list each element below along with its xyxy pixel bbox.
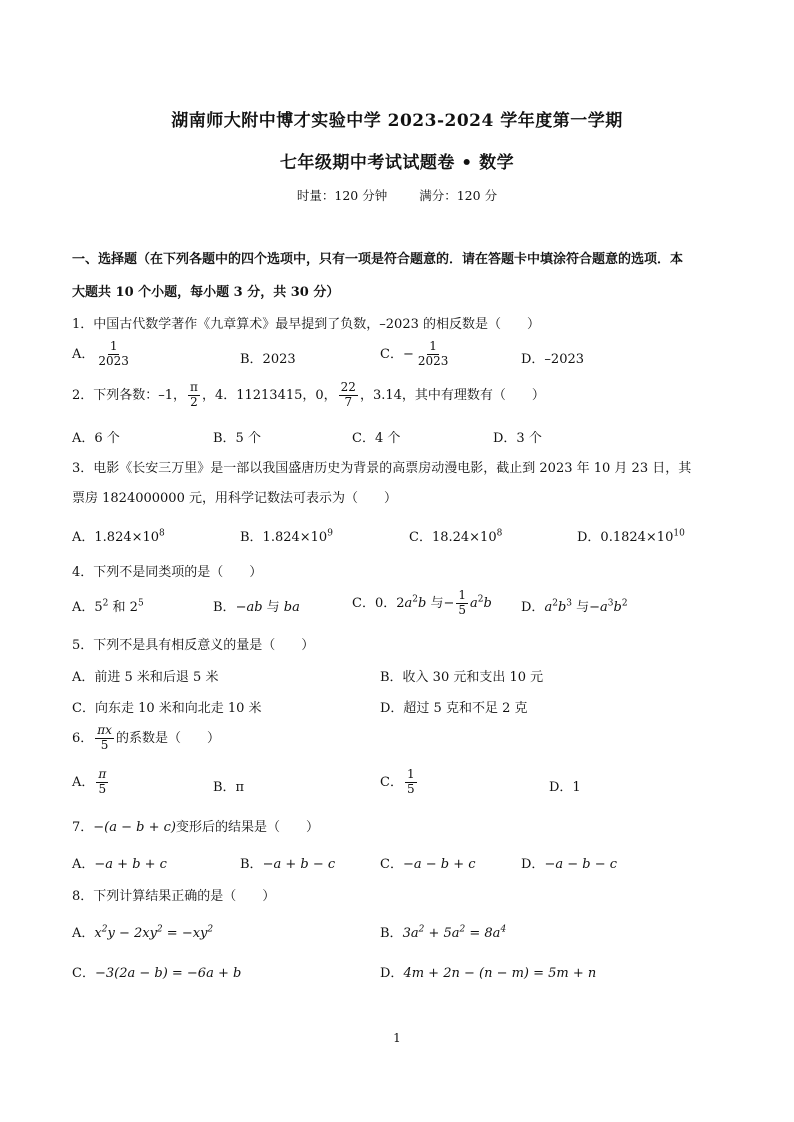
exam-title: 湖南师大附中博才实验中学 2023-2024 学年度第一学期 bbox=[171, 111, 623, 131]
q3-option-b bbox=[240, 526, 333, 545]
q1-c-num: 1 bbox=[429, 339, 437, 353]
q4-b-m1: −ab bbox=[235, 600, 263, 615]
q3-c-base: C．18.24×10 bbox=[409, 530, 497, 545]
q4-b-t1: B． bbox=[213, 600, 236, 615]
q4-c-m3: a bbox=[470, 595, 478, 611]
q3-a-base: A．1.824×10 bbox=[72, 530, 160, 545]
q3-d-base: D．0.1824×10 bbox=[577, 530, 674, 545]
q8-b-expr: $3a^2 + 5a^2 = 8a^4$ bbox=[402, 924, 507, 941]
q1-option-c bbox=[380, 340, 452, 369]
section-heading-line1: 一、选择题（在下列各题中的四个选项中，只有一项是符合题意的．请在答题卡中填涂符合题意的选项．本 bbox=[72, 252, 684, 267]
q6-a-den: 5 bbox=[98, 781, 107, 796]
q2-pi-fraction bbox=[188, 381, 200, 410]
q8-d-label: D． bbox=[380, 966, 404, 981]
q6-c-label: C． bbox=[380, 774, 403, 790]
q7-a-label: A． bbox=[72, 857, 95, 872]
q4-c-m2: b bbox=[418, 595, 427, 611]
q7-c-label: C． bbox=[380, 857, 403, 872]
q7-d-expr: −a − b − c bbox=[544, 857, 617, 872]
q4-d-m4: b bbox=[613, 600, 622, 615]
q7-option-c bbox=[380, 853, 476, 872]
q4-c-t2: 与− bbox=[426, 595, 455, 611]
q4-b-t2: 与 bbox=[262, 600, 284, 615]
q4-d-m3: a bbox=[600, 600, 608, 615]
q7-option-a bbox=[72, 853, 167, 872]
q4-d-t1: D． bbox=[521, 600, 545, 615]
q3-option-c bbox=[409, 526, 502, 545]
q2-22-7-fraction bbox=[339, 381, 358, 410]
q3-d-exp: 10 bbox=[673, 528, 685, 539]
q6-f-den: 5 bbox=[100, 737, 109, 752]
q4-option-a bbox=[72, 596, 144, 615]
q6-c-den: 5 bbox=[406, 781, 415, 796]
q7-b-expr: −a + b − c bbox=[262, 857, 336, 872]
q8-a-expr: $x^2y - 2xy^2 = -xy^2$ bbox=[94, 924, 214, 941]
q8-a-label: A． bbox=[72, 926, 95, 941]
q7-b-label: B． bbox=[240, 857, 263, 872]
q3-option-d bbox=[577, 526, 685, 545]
q8-c-label: C． bbox=[72, 966, 95, 981]
q4-d-m2: b bbox=[557, 600, 567, 615]
q7-d-label: D． bbox=[521, 857, 545, 872]
q6-a-fraction bbox=[96, 768, 108, 797]
exam-time: 时量：120 分钟 bbox=[296, 188, 388, 203]
q6-a-label: A． bbox=[72, 774, 95, 790]
q6-option-a bbox=[72, 768, 110, 797]
q2-option-b: B．5 个 bbox=[213, 431, 261, 446]
q2-option-c: C．4 个 bbox=[352, 431, 401, 446]
q3-a-exp: 8 bbox=[159, 528, 165, 539]
q6-option-d: D．1 bbox=[549, 780, 581, 795]
q4-d-m1: a bbox=[544, 600, 553, 615]
q8-b-label: B． bbox=[380, 926, 403, 941]
q2-prefix: 2．下列各数：–1， bbox=[72, 387, 187, 403]
q5-option-d: D．超过 5 克和不足 2 克 bbox=[380, 701, 528, 716]
q4-c-num: 1 bbox=[458, 588, 466, 602]
exam-score: 满分：120 分 bbox=[419, 188, 498, 203]
q7-option-d bbox=[521, 853, 617, 872]
q8-option-a bbox=[72, 922, 213, 941]
q1-option-a bbox=[72, 340, 133, 369]
q6-suffix: 的系数是（ ） bbox=[115, 730, 220, 746]
q8-stem: 8．下列计算结果正确的是（ ） bbox=[72, 889, 276, 904]
q4-d-t2: 与− bbox=[572, 600, 601, 615]
q5-option-c: C．向东走 10 米和向北走 10 米 bbox=[72, 701, 262, 716]
q4-c-m1: a bbox=[404, 595, 413, 611]
q6-fraction bbox=[95, 724, 114, 753]
q3-b-base: B．1.824×10 bbox=[240, 530, 328, 545]
q3-stem-line1: 3．电影《长安三万里》是一部以我国盛唐历史为背景的高票房动漫电影，截止到 2023 年 10 月 23 日，其 bbox=[72, 461, 692, 476]
q4-c-t1: C．0．2 bbox=[352, 595, 405, 611]
q5-option-b: B．收入 30 元和支出 10 元 bbox=[380, 670, 544, 685]
q7-prefix: 7． bbox=[72, 820, 94, 835]
q6-option-b: B．π bbox=[213, 780, 245, 795]
exam-subtitle: 七年级期中考试试题卷 • 数学 bbox=[279, 153, 515, 173]
q4-option-c bbox=[352, 589, 492, 618]
q6-prefix: 6． bbox=[72, 730, 94, 746]
q8-option-d bbox=[380, 962, 596, 981]
q1-stem: 1．中国古代数学著作《九章算术》最早提到了负数，–2023 的相反数是（ ） bbox=[72, 317, 540, 332]
q6-option-c bbox=[380, 768, 419, 797]
q4-c-fraction bbox=[456, 589, 468, 618]
q2-stem bbox=[72, 381, 545, 410]
q4-d-e2: 3 bbox=[566, 598, 572, 609]
q7-a-expr: −a + b + c bbox=[94, 857, 167, 872]
q7-stem bbox=[72, 816, 319, 835]
q6-c-num: 1 bbox=[406, 767, 415, 781]
q1-a-fraction bbox=[96, 340, 131, 369]
q4-d-e4: 2 bbox=[621, 598, 628, 609]
q2-f-den: 7 bbox=[344, 394, 353, 409]
q8-option-c bbox=[72, 962, 241, 981]
q4-d-e3: 3 bbox=[607, 598, 614, 609]
q1-a-den: 2023 bbox=[98, 353, 129, 368]
exam-meta bbox=[0, 186, 794, 204]
q1-c-fraction bbox=[416, 340, 451, 369]
q4-c-den: 5 bbox=[458, 602, 466, 617]
q3-option-a bbox=[72, 526, 165, 545]
q4-c-e2: 2 bbox=[477, 594, 484, 605]
q2-mid: ，4．11213415，0， bbox=[201, 387, 337, 403]
q4-a-t2: 和 2 bbox=[108, 600, 138, 615]
q2-option-a: A．6 个 bbox=[72, 431, 120, 446]
q6-stem bbox=[72, 724, 220, 753]
q4-stem: 4．下列不是同类项的是（ ） bbox=[72, 565, 263, 580]
q1-c-den: 2023 bbox=[417, 353, 449, 368]
q4-c-m4: b bbox=[483, 595, 492, 611]
q6-a-num: π bbox=[98, 767, 107, 781]
section-heading-line2: 大题共 10 个小题，每小题 3 分，共 30 分） bbox=[72, 285, 340, 300]
q2-pi-num: π bbox=[190, 380, 198, 394]
q2-f-num: 22 bbox=[340, 380, 356, 394]
q1-a-label: A． bbox=[72, 346, 95, 362]
q4-a-e1: 2 bbox=[102, 598, 109, 609]
q1-option-b: B．2023 bbox=[240, 352, 296, 367]
q4-option-b bbox=[213, 596, 300, 615]
page-number: 1 bbox=[393, 1031, 401, 1045]
q5-option-a: A．前进 5 米和后退 5 米 bbox=[72, 670, 219, 685]
q6-c-fraction bbox=[405, 768, 417, 797]
q4-d-e1: 2 bbox=[552, 598, 558, 609]
q4-c-e1: 2 bbox=[412, 594, 418, 605]
q4-a-t1: A．5 bbox=[72, 600, 103, 615]
q7-option-b bbox=[240, 853, 335, 872]
q8-option-b bbox=[380, 922, 506, 941]
q2-suffix: ，3.14，其中有理数有（ ） bbox=[359, 387, 545, 403]
q1-c-label: C．− bbox=[380, 346, 414, 362]
q4-a-e2: 5 bbox=[137, 598, 144, 609]
q6-f-num: πx bbox=[97, 723, 112, 737]
q4-option-d bbox=[521, 596, 628, 615]
q1-option-d: D．–2023 bbox=[521, 352, 585, 367]
q7-suffix: 变形后的结果是（ ） bbox=[176, 820, 320, 835]
q8-c-expr: −3(2a − b) = −6a + b bbox=[94, 966, 242, 981]
q3-c-exp: 8 bbox=[496, 528, 503, 539]
q3-stem-line2: 票房 1824000000 元，用科学记数法可表示为（ ） bbox=[72, 491, 397, 506]
q5-stem: 5．下列不是具有相反意义的量是（ ） bbox=[72, 638, 315, 653]
q1-a-num: 1 bbox=[109, 339, 118, 353]
q3-b-exp: 9 bbox=[327, 528, 333, 539]
q8-d-expr: 4m + 2n − (n − m) = 5m + n bbox=[403, 966, 597, 981]
q7-c-expr: −a − b + c bbox=[402, 857, 476, 872]
q2-option-d: D．3 个 bbox=[493, 431, 542, 446]
q7-expression: −(a − b + c) bbox=[93, 820, 176, 835]
q2-pi-den: 2 bbox=[190, 394, 198, 409]
q4-b-m2: ba bbox=[283, 600, 300, 615]
